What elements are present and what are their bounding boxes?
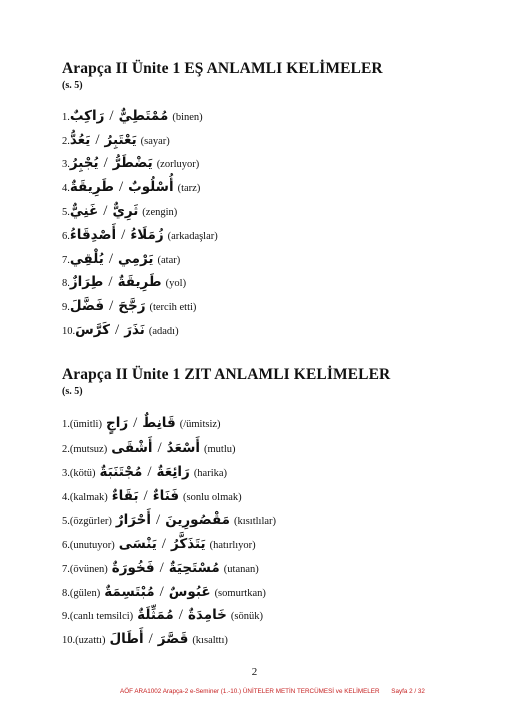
- arabic-word: غَنِيٌّ: [69, 203, 99, 219]
- list-item: 10. كَرَّسَ / نَذَرَ (adadı): [62, 322, 179, 338]
- turkish-gloss: (zengin): [142, 207, 178, 218]
- arabic-word: مُبْتَسِمَةٌ: [104, 584, 155, 600]
- turkish-gloss-right: (harika): [193, 468, 228, 479]
- turkish-gloss-left: (kalmak): [69, 492, 108, 503]
- arabic-word: يَضْطَرُّ: [112, 155, 153, 171]
- turkish-gloss-left: (gülen): [69, 588, 101, 599]
- turkish-gloss-right: (utanan): [223, 564, 259, 575]
- arabic-word: ثَرِيٌّ: [112, 203, 139, 219]
- list-item: 1. رَاكِبٌ / مُمْتَطِيٌّ (binen): [62, 108, 203, 124]
- arabic-word: رَائِعَةٌ: [156, 464, 190, 480]
- arabic-word: أَسْعَدُ: [166, 440, 200, 456]
- arabic-word: أَحْرَارٌ: [115, 512, 152, 528]
- arabic-word: أَشْقَى: [111, 440, 153, 456]
- item-number: 2.: [62, 136, 70, 147]
- item-number: 1.: [62, 419, 70, 430]
- item-number: 7.: [62, 255, 70, 266]
- list-item: 3. (kötü) مُجْتَنَبَةٌ / رَائِعَةٌ (harika): [62, 464, 228, 480]
- turkish-gloss: (adadı): [148, 326, 179, 337]
- footer-text: AÖF ARA1002 Arapça-2 e-Seminer (1.-10.) ÜNİTELER METİN TERCÜMESİ ve KELİMELER: [120, 688, 380, 695]
- turkish-gloss-left: (mutsuz): [69, 444, 108, 455]
- list-item: 2. يَعُدُّ / يَعْتَبِرُ (sayar): [62, 132, 170, 148]
- arabic-word: طَرِيقَةٌ: [69, 179, 114, 195]
- arabic-word: يُلْقِي: [69, 251, 104, 267]
- item-number: 7.: [62, 564, 70, 575]
- arabic-word: مَقْصُورِينَ: [165, 512, 231, 528]
- arabic-word: يَنْسَى: [118, 536, 157, 552]
- list-item: 3. يُجْبِرُ / يَضْطَرُّ (zorluyor): [62, 155, 200, 171]
- arabic-word: خَامِدَةٌ: [187, 607, 227, 623]
- list-item: 7. (övünen) فَخُورَةٌ / مُسْتَحِيَةٌ (utanan): [62, 560, 259, 576]
- arabic-word: يَعُدُّ: [69, 132, 91, 148]
- turkish-gloss-right: (sonlu olmak): [183, 492, 242, 503]
- arabic-word: مُمْتَطِيٌّ: [118, 108, 169, 124]
- list-item: 1. (ümitli) رَاجٍ / قَانِطٌ (/ümitsiz): [62, 415, 221, 431]
- item-number: 4.: [62, 492, 70, 503]
- item-number: 10.: [62, 635, 76, 646]
- turkish-gloss-right: (sönük): [230, 611, 263, 622]
- list-item: 9. فَضَّلَ / رَجَّحَ (tercih etti): [62, 298, 197, 314]
- turkish-gloss: (tarz): [177, 183, 201, 194]
- page-number: 2: [251, 666, 258, 678]
- arabic-word: مُجْتَنَبَةٌ: [99, 464, 143, 480]
- turkish-gloss-right: (somurtkan): [214, 588, 266, 599]
- arabic-word: أَصْدِقَاءُ: [69, 227, 117, 243]
- turkish-gloss-right: (kısıtlılar): [234, 516, 277, 527]
- arabic-word: فَضَّلَ: [69, 298, 105, 314]
- turkish-gloss: (zorluyor): [156, 159, 200, 170]
- turkish-gloss: (atar): [157, 255, 181, 266]
- turkish-gloss: (tercih etti): [149, 302, 197, 313]
- turkish-gloss-left: (övünen): [69, 564, 108, 575]
- turkish-gloss-left: (unutuyor): [69, 540, 115, 551]
- turkish-gloss-right: (kısalttı): [192, 635, 228, 646]
- list-item: 7. يُلْقِي / يَرْمِي (atar): [62, 251, 181, 267]
- arabic-word: بَقَاءٌ: [111, 488, 139, 504]
- arabic-word: يَعْتَبِرُ: [104, 132, 137, 148]
- item-number: 8.: [62, 588, 70, 599]
- arabic-word: كَرَّسَ: [75, 322, 111, 338]
- turkish-gloss: (arkadaşlar): [167, 231, 218, 242]
- list-item: 6. أَصْدِقَاءُ / زُمَلَاءُ (arkadaşlar): [62, 227, 218, 243]
- list-item: 8. (gülen) مُبْتَسِمَةٌ / عَبُوسٌ (somurtkan): [62, 584, 266, 600]
- turkish-gloss-left: (özgürler): [69, 516, 112, 527]
- list-item: 5. (özgürler) أَحْرَارٌ / مَقْصُورِينَ (kısıtlılar): [62, 512, 277, 528]
- turkish-gloss-right: (hatırlıyor): [209, 540, 256, 551]
- section2-title: Arapça II Ünite 1 ZIT ANLAMLI KELİMELER: [62, 366, 391, 383]
- arabic-word: مُسْتَحِيَةٌ: [168, 560, 220, 576]
- arabic-word: رَجَّحَ: [118, 298, 146, 314]
- list-item: 8. طِرَازٌ / طَرِيقَةٌ (yol): [62, 274, 187, 290]
- arabic-word: زُمَلَاءُ: [130, 227, 164, 243]
- arabic-word: أُسْلُوبٌ: [128, 179, 174, 195]
- section1-title: Arapça II Ünite 1 EŞ ANLAMLI KELİMELER: [62, 60, 383, 77]
- arabic-word: رَاكِبٌ: [69, 108, 105, 124]
- section1-page-ref: (s. 5): [62, 80, 83, 91]
- section2-page-ref: (s. 5): [62, 386, 83, 397]
- list-item: 10. (uzattı) أَطَالَ / قَصَّرَ (kısalttı): [62, 631, 228, 647]
- arabic-word: أَطَالَ: [109, 631, 144, 647]
- item-number: 5.: [62, 516, 70, 527]
- arabic-word: يَتَذَكَّرُ: [170, 536, 206, 552]
- item-number: 3.: [62, 468, 70, 479]
- list-item: 5. غَنِيٌّ / ثَرِيٌّ (zengin): [62, 203, 178, 219]
- item-number: 8.: [62, 278, 70, 289]
- arabic-word: رَاجٍ: [105, 415, 129, 431]
- turkish-gloss-left: (kötü): [69, 468, 96, 479]
- arabic-word: قَصَّرَ: [157, 631, 189, 647]
- arabic-word: فَنَاءٌ: [152, 488, 180, 504]
- arabic-word: يُجْبِرُ: [69, 155, 99, 171]
- item-number: 1.: [62, 112, 70, 123]
- turkish-gloss-right: (/ümitsiz): [179, 419, 221, 430]
- arabic-word: نَذَرَ: [124, 322, 145, 338]
- turkish-gloss-left: (canlı temsilci): [69, 611, 134, 622]
- item-number: 5.: [62, 207, 70, 218]
- arabic-word: مُمَثِّلَةٌ: [137, 607, 174, 623]
- list-item: 4. طَرِيقَةٌ / أُسْلُوبٌ (tarz): [62, 179, 201, 195]
- list-item: 4. (kalmak) بَقَاءٌ / فَنَاءٌ (sonlu olmak): [62, 488, 242, 504]
- item-number: 9.: [62, 302, 70, 313]
- turkish-gloss: (binen): [172, 112, 203, 123]
- arabic-word: يَرْمِي: [118, 251, 154, 267]
- turkish-gloss-left: (uzattı): [75, 635, 106, 646]
- item-number: 6.: [62, 540, 70, 551]
- item-number: 9.: [62, 611, 70, 622]
- arabic-word: عَبُوسٌ: [168, 584, 211, 600]
- turkish-gloss-right: (mutlu): [203, 444, 236, 455]
- item-number: 6.: [62, 231, 70, 242]
- page-footer: [120, 688, 425, 695]
- arabic-word: قَانِطٌ: [142, 415, 176, 431]
- item-number: 2.: [62, 444, 70, 455]
- arabic-word: فَخُورَةٌ: [111, 560, 155, 576]
- item-number: 3.: [62, 159, 70, 170]
- list-item: 9. (canlı temsilci) مُمَثِّلَةٌ / خَامِدَةٌ (sönük): [62, 607, 263, 623]
- arabic-word: طِرَازٌ: [69, 274, 104, 290]
- footer-page-indicator: Sayfa 2 / 32: [391, 688, 425, 695]
- list-item: 6. (unutuyor) يَنْسَى / يَتَذَكَّرُ (hatırlıyor): [62, 536, 256, 552]
- turkish-gloss: (yol): [165, 278, 187, 289]
- turkish-gloss: (sayar): [140, 136, 170, 147]
- item-number: 10.: [62, 326, 76, 337]
- item-number: 4.: [62, 183, 70, 194]
- turkish-gloss-left: (ümitli): [69, 419, 102, 430]
- list-item: 2. (mutsuz) أَشْقَى / أَسْعَدُ (mutlu): [62, 440, 236, 456]
- arabic-word: طَرِيقَةٌ: [117, 274, 162, 290]
